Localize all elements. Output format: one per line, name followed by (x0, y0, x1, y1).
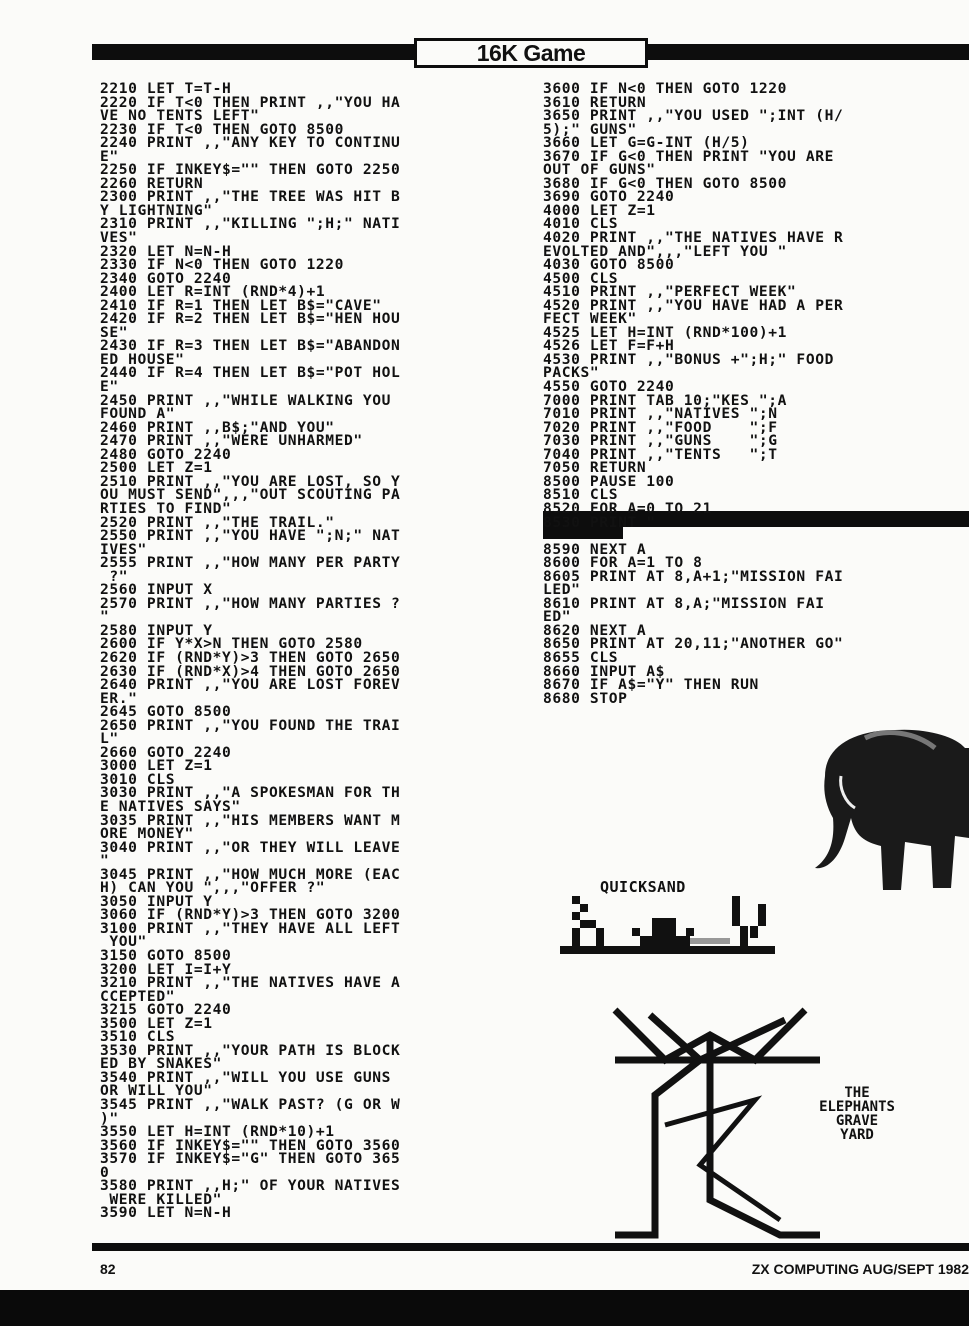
code-line: 2340 GOTO 2240 (100, 269, 232, 287)
code-line: OU MUST SEND",,,"OUT SCOUTING PA (100, 486, 401, 504)
code-line: 2330 IF N<0 THEN GOTO 1220 (100, 256, 345, 274)
code-line: 7050 RETURN (543, 459, 647, 477)
code-line: 3590 LET N=N-H (100, 1204, 232, 1220)
code-line: 3660 LET G=G-INT (H/5) (543, 134, 750, 152)
code-line: 3200 LET I=I+Y (100, 960, 232, 978)
code-line: 4526 LET F=F+H (543, 337, 675, 355)
code-line: 2555 PRINT ,,"HOW MANY PER PARTY (100, 554, 401, 572)
code-line: 4520 PRINT ,,"YOU HAVE HAD A PER (543, 296, 844, 314)
code-line: 4500 CLS (543, 269, 619, 287)
code-line: ED BY SNAKES" (100, 1055, 223, 1073)
code-line: 2230 IF T<0 THEN GOTO 8500 (100, 120, 345, 138)
code-line: 7010 PRINT ,,"NATIVES ";N (543, 405, 778, 423)
code-line: FOUND A" (100, 405, 176, 423)
code-line: E" (100, 378, 119, 396)
code-line: 3010 CLS (100, 770, 176, 788)
code-line: ORE MONEY" (100, 825, 194, 843)
code-line: 2570 PRINT ,,"HOW MANY PARTIES ? (100, 594, 401, 612)
code-line: 4020 PRINT ,,"THE NATIVES HAVE R (543, 229, 844, 247)
code-line: RTIES TO FIND" (100, 499, 232, 517)
code-line: 0 (100, 1163, 110, 1181)
code-line: ED HOUSE" (100, 350, 185, 368)
code-line: OUT OF GUNS" (543, 161, 656, 179)
code-line: 8605 PRINT AT 8,A+1;"MISSION FAI (543, 567, 844, 585)
code-line: 2420 IF R=2 THEN LET B$="HEN HOU (100, 310, 401, 328)
code-line: 2450 PRINT ,,"WHILE WALKING YOU (100, 391, 391, 409)
code-line: VE NO TENTS LEFT" (100, 107, 260, 125)
quicksand-graphic (560, 896, 790, 956)
code-line: 8510 CLS (543, 486, 619, 504)
code-line: WERE KILLED" (100, 1190, 223, 1208)
code-line: 3540 PRINT ,,"WILL YOU USE GUNS (100, 1068, 391, 1086)
footer-rule (92, 1243, 969, 1251)
code-line: ?" (100, 567, 129, 585)
code-line: OR WILL YOU" (100, 1082, 213, 1100)
code-line: 2250 IF INKEY$="" THEN GOTO 2250 (100, 161, 401, 179)
code-line: 4010 CLS (543, 215, 619, 233)
code-line: 2300 PRINT ,,"THE TREE WAS HIT B (100, 188, 401, 206)
code-line: 8610 PRINT AT 8,A;"MISSION FAI (543, 594, 825, 612)
code-line: 2240 PRINT ,,"ANY KEY TO CONTINU (100, 134, 401, 152)
code-line: 2560 INPUT X (100, 581, 213, 599)
code-line: 3150 GOTO 8500 (100, 947, 232, 964)
code-line: PACKS" (543, 364, 600, 382)
code-line: 2630 IF (RND*X)>4 THEN GOTO 2650 (100, 662, 401, 680)
code-line: 8660 INPUT A$ (543, 662, 666, 680)
code-line: 2470 PRINT ,,"WERE UNHARMED" (100, 432, 363, 450)
code-line: 3650 PRINT ,,"YOU USED ";INT (H/ (543, 107, 844, 125)
code-line: 3050 INPUT Y (100, 892, 213, 910)
code-line: 4000 LET Z=1 (543, 201, 656, 219)
code-line: SE" (100, 323, 129, 341)
code-line: 2580 INPUT Y (100, 621, 213, 639)
code-line: 3545 PRINT ,,"WALK PAST? (G OR W (100, 1096, 401, 1114)
code-line: 4530 PRINT ,,"BONUS +";H;" FOOD (543, 350, 834, 368)
code-line: 2260 RETURN (100, 174, 204, 192)
code-line: 8520 FOR A=0 TO 21 (543, 499, 712, 517)
code-line: 3600 IF N<0 THEN GOTO 1220 (543, 82, 788, 97)
header-title: 16K Game (476, 39, 586, 66)
code-line: LED" (543, 581, 581, 599)
code-line: 5);" GUNS" (543, 120, 637, 138)
code-line: YOU" (100, 933, 147, 951)
code-line: 2430 IF R=3 THEN LET B$="ABANDON (100, 337, 401, 355)
code-line: 3000 LET Z=1 (100, 757, 213, 775)
code-line: 3580 PRINT ,,H;" OF YOUR NATIVES (100, 1177, 401, 1195)
code-line: 2400 LET R=INT (RND*4)+1 (100, 283, 326, 301)
code-line: 7000 PRINT TAB 10;"KES ";A (543, 391, 788, 409)
code-line: 4525 LET H=INT (RND*100)+1 (543, 323, 788, 341)
code-line: E" (100, 147, 119, 165)
code-line: 3035 PRINT ,,"HIS MEMBERS WANT M (100, 811, 401, 829)
code-line: ED" (543, 608, 572, 626)
code-line: 3560 IF INKEY$="" THEN GOTO 3560 (100, 1136, 401, 1154)
code-line: 2645 GOTO 8500 (100, 703, 232, 721)
code-line: 3690 GOTO 2240 (543, 188, 675, 206)
code-line: 7040 PRINT ,,"TENTS ";T (543, 445, 778, 463)
code-line: ER." (100, 689, 138, 707)
code-line: " (100, 608, 110, 626)
code-line: 2640 PRINT ,,"YOU ARE LOST FOREV (100, 676, 401, 694)
code-line: CCEPTED" (100, 987, 176, 1005)
code-line: 3550 LET H=INT (RND*10)+1 (100, 1123, 335, 1141)
code-line: 3530 PRINT ,,"YOUR PATH IS BLOCK (100, 1041, 401, 1059)
code-line: 2220 IF T<0 THEN PRINT ,,"YOU HA (100, 93, 401, 111)
code-line: 2410 IF R=1 THEN LET B$="CAVE" (100, 296, 382, 314)
code-line: 8590 NEXT A (543, 540, 647, 558)
code-line: 3670 IF G<0 THEN PRINT "YOU ARE (543, 147, 834, 165)
code-line: L" (100, 730, 119, 748)
code-line: 8670 IF A$="Y" THEN RUN (543, 676, 759, 694)
code-line: 8500 PAUSE 100 (543, 472, 675, 490)
code-line: 4510 PRINT ,,"PERFECT WEEK" (543, 283, 797, 301)
code-line: 2480 GOTO 2240 (100, 445, 232, 463)
code-line: FECT WEEK" (543, 310, 637, 328)
code-line: 3510 CLS (100, 1028, 176, 1046)
code-line: 3040 PRINT ,,"OR THEY WILL LEAVE (100, 838, 401, 856)
code-line: 2440 IF R=4 THEN LET B$="POT HOL (100, 364, 401, 382)
code-line: 8530 PRINT " (543, 513, 656, 531)
code-line: EVOLTED AND",,,"LEFT YOU " (543, 242, 788, 260)
code-line: 7020 PRINT ,,"FOOD ";F (543, 418, 778, 436)
code-line: 3570 IF INKEY$="G" THEN GOTO 365 (100, 1150, 401, 1168)
code-line: 2620 IF (RND*Y)>3 THEN GOTO 2650 (100, 648, 401, 666)
code-line: 2650 PRINT ,,"YOU FOUND THE TRAI (100, 716, 401, 734)
listing-right-column (543, 82, 969, 705)
code-line: 3610 RETURN (543, 93, 647, 111)
code-line: 3100 PRINT ,,"THEY HAVE ALL LEFT (100, 919, 401, 937)
code-line: Y LIGHTNING" (100, 201, 213, 219)
code-line: 4550 GOTO 2240 (543, 378, 675, 396)
code-line: 2500 LET Z=1 (100, 459, 213, 477)
page-number: 82 (100, 1261, 116, 1277)
code-line: 2660 GOTO 2240 (100, 743, 232, 761)
code-line: 3680 IF G<0 THEN GOTO 8500 (543, 174, 788, 192)
code-line: 2460 PRINT ,,B$;"AND YOU" (100, 418, 335, 436)
code-line: 3500 LET Z=1 (100, 1014, 213, 1032)
code-line: 2210 LET T=T-H (100, 82, 232, 97)
code-line: 4030 GOTO 8500 (543, 256, 675, 274)
code-line: )" (100, 1109, 119, 1127)
header-title-box (414, 38, 648, 68)
code-line: 2320 LET N=N-H (100, 242, 232, 260)
code-line: 3030 PRINT ,,"A SPOKESMAN FOR TH (100, 784, 401, 802)
code-line: 8620 NEXT A (543, 621, 647, 639)
code-line: IVES" (100, 540, 147, 558)
quicksand-label: QUICKSAND (600, 878, 686, 896)
publication-footer: ZX COMPUTING AUG/SEPT 1982 (751, 1261, 969, 1277)
elephant-illustration (805, 718, 969, 898)
code-line: 2310 PRINT ,,"KILLING ";H;" NATI (100, 215, 401, 233)
code-line: 8600 FOR A=1 TO 8 (543, 554, 703, 572)
code-line: 3060 IF (RND*Y)>3 THEN GOTO 3200 (100, 906, 401, 924)
listing-left-column (100, 82, 540, 1220)
code-line: 2510 PRINT ,,"YOU ARE LOST, SO Y (100, 472, 401, 490)
graveyard-label: THE ELEPHANTS GRAVE YARD (796, 1086, 918, 1142)
code-line: 7030 PRINT ,,"GUNS ";G (543, 432, 778, 450)
code-line: H) CAN YOU ",,,"OFFER ?" (100, 879, 326, 897)
code-line: 3210 PRINT ,,"THE NATIVES HAVE A (100, 974, 401, 992)
code-line: VES" (100, 229, 138, 247)
code-line: 2520 PRINT ,,"THE TRAIL." (100, 513, 335, 531)
code-line: 2600 IF Y*X>N THEN GOTO 2580 (100, 635, 363, 653)
scan-edge (0, 1290, 969, 1326)
code-line: 8650 PRINT AT 20,11;"ANOTHER GO" (543, 635, 844, 653)
code-line: 3045 PRINT ,,"HOW MUCH MORE (EAC (100, 865, 401, 883)
code-line: 8680 STOP (543, 689, 628, 706)
code-line: " (100, 852, 110, 870)
code-line: 8655 CLS (543, 648, 619, 666)
code-line: E NATIVES SAYS" (100, 797, 241, 815)
code-line: 3215 GOTO 2240 (100, 1001, 232, 1019)
code-line: 2550 PRINT ,,"YOU HAVE ";N;" NAT (100, 527, 401, 545)
